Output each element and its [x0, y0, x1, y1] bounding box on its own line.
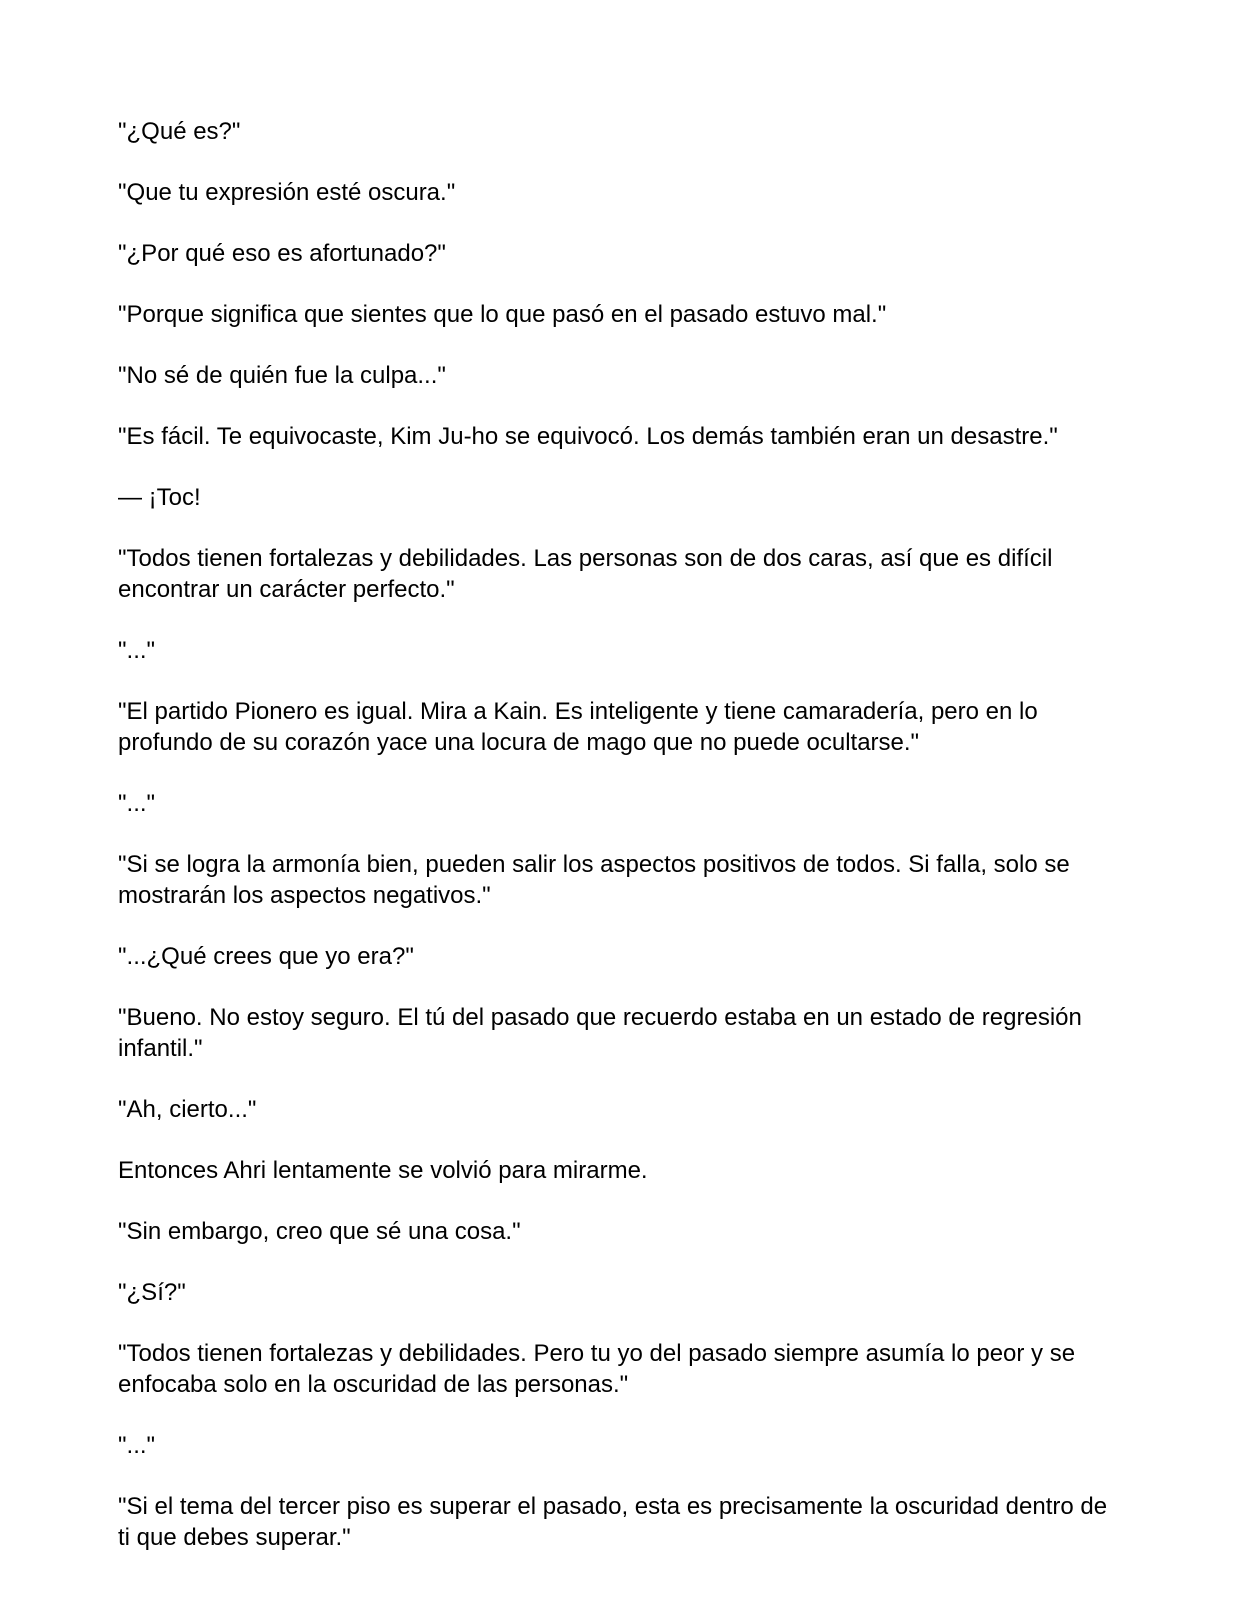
paragraph: "...": [118, 790, 156, 817]
document-body: [118, 116, 1118, 1583]
paragraph: "...": [118, 1432, 156, 1459]
paragraph: "Si el tema del tercer piso es superar el pasado, esta es precisamente la oscuridad dentro de ti que debes superar.": [118, 1493, 1108, 1551]
paragraph: "Todos tienen fortalezas y debilidades. Las personas son de dos caras, así que es difícil encontrar un carácter perfecto.": [118, 545, 1053, 603]
paragraph: "Si se logra la armonía bien, pueden salir los aspectos positivos de todos. Si falla, solo se mostrarán los aspectos negativos.": [118, 851, 1070, 909]
paragraph: — ¡Toc!: [118, 484, 201, 511]
paragraph: "Bueno. No estoy seguro. El tú del pasado que recuerdo estaba en un estado de regresión infantil.": [118, 1004, 1082, 1062]
paragraph: "...¿Qué crees que yo era?": [118, 943, 414, 970]
paragraph: "El partido Pionero es igual. Mira a Kain. Es inteligente y tiene camaradería, pero en lo profundo de su corazón yace una locura de mago que no puede ocultarse.": [118, 698, 1038, 756]
paragraph: "Es fácil. Te equivocaste, Kim Ju-ho se equivocó. Los demás también eran un desastre.": [118, 423, 1058, 450]
paragraph: "Sin embargo, creo que sé una cosa.": [118, 1218, 521, 1245]
paragraph: "¿Sí?": [118, 1279, 186, 1306]
paragraph: "...": [118, 637, 156, 664]
paragraph: "¿Qué es?": [118, 118, 241, 145]
paragraph: "Porque significa que sientes que lo que pasó en el pasado estuvo mal.": [118, 301, 887, 328]
paragraph: "Todos tienen fortalezas y debilidades. Pero tu yo del pasado siempre asumía lo peor y se enfocaba solo en la oscuridad de las personas.": [118, 1340, 1076, 1398]
paragraph: "Ah, cierto...": [118, 1096, 257, 1123]
paragraph: "¿Por qué eso es afortunado?": [118, 240, 446, 267]
paragraph: "No sé de quién fue la culpa...": [118, 362, 446, 389]
paragraph: Entonces Ahri lentamente se volvió para mirarme.: [118, 1157, 648, 1184]
paragraph: "Que tu expresión esté oscura.": [118, 179, 456, 206]
